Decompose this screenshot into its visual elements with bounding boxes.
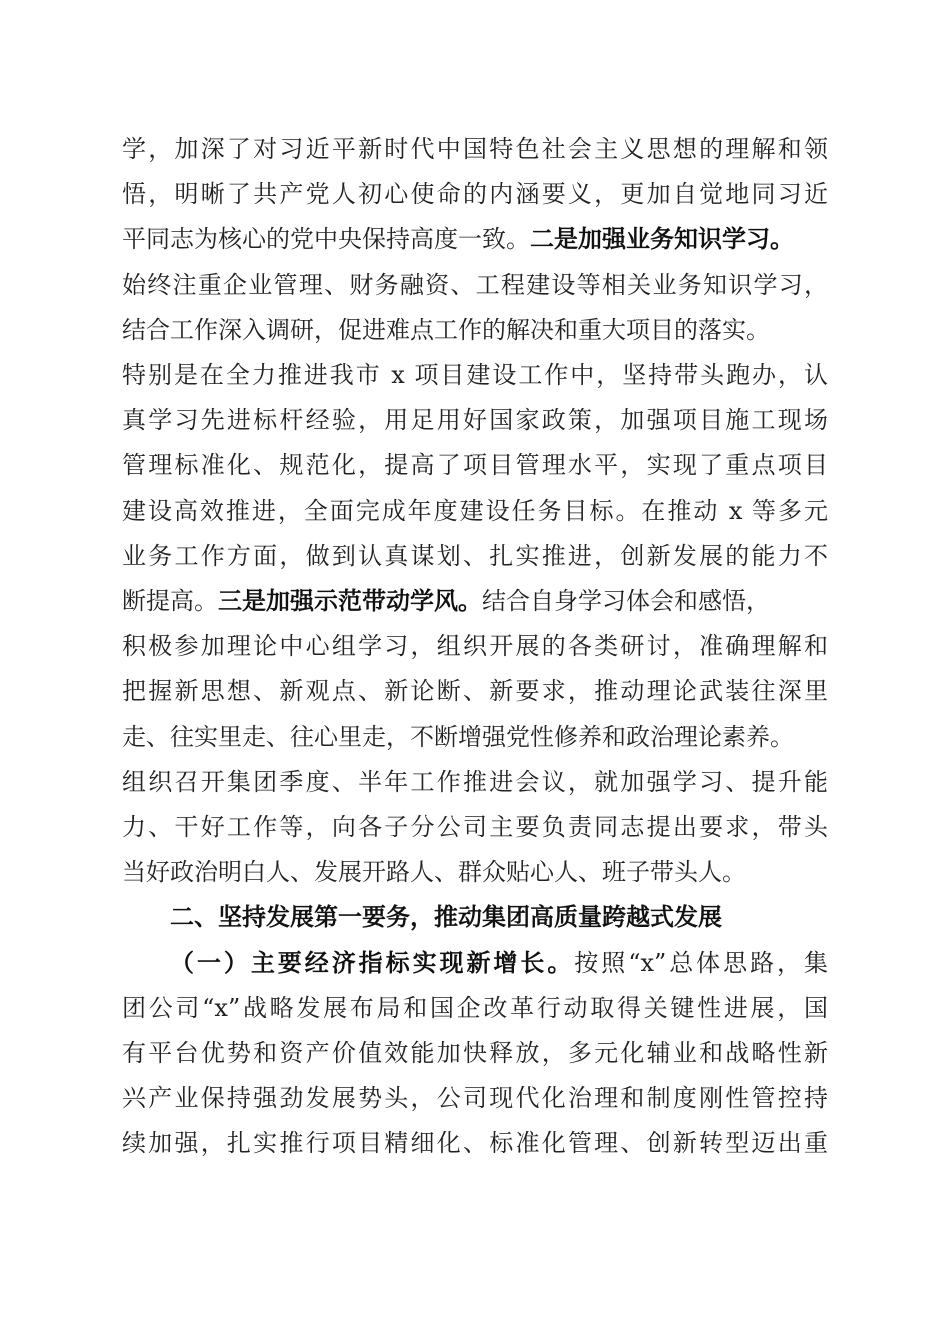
text-run: 当好政治明白人、发展开路人、群众贴心人、班子带头人。 [122, 858, 746, 886]
text-run: 积极参加理论中心组学习，组织开展的各类研讨，准确理解和 [122, 632, 828, 660]
bold-heading-run: 三是加强示范带动学风。 [218, 586, 482, 615]
text-run: 组织召开集团季度、半年工作推进会议，就加强学习、提升能 [122, 768, 828, 796]
text-run: 管理标准化、规范化，提高了项目管理水平，实现了重点项目 [122, 451, 828, 479]
text-run: 悟，明晰了共产党人初心使命的内涵要义，更加自觉地同习近 [122, 180, 828, 208]
text-run: 力、干好工作等，向各子分公司主要负责同志提出要求，带头 [122, 813, 828, 841]
text-run: 平同志为核心的党中央保持高度一致。 [122, 225, 530, 253]
text-line [122, 715, 828, 759]
text-line [122, 398, 828, 442]
text-run: 续加强，扎实推行项目精细化、标准化管理、创新转型迈出重 [122, 1129, 828, 1157]
text-run: 始终注重企业管理、财务融资、工程建设等相关业务知识学习， [122, 271, 828, 299]
text-line [122, 263, 828, 307]
text-line [122, 534, 828, 578]
text-run: 真学习先进标杆经验，用足用好国家政策，加强项目施工现场 [122, 406, 828, 434]
text-run: 学，加深了对习近平新时代中国特色社会主义思想的理解和领 [122, 135, 828, 163]
text-line [122, 850, 828, 894]
bold-heading-run: 二、坚持发展第一要务，推动集团高质量跨越式发展 [170, 902, 722, 931]
text-line [122, 172, 828, 216]
text-line [122, 353, 828, 397]
text-line [122, 1121, 828, 1165]
text-run: 团公司“x”战略发展布局和国企改革行动取得关键性进展，国 [122, 994, 828, 1022]
text-line [122, 217, 828, 261]
text-line [122, 669, 828, 713]
text-run: 把握新思想、新观点、新论断、新要求，推动理论武装往深里 [122, 677, 828, 705]
text-line [122, 1031, 828, 1075]
text-line [170, 941, 828, 985]
bold-heading-run: 二是加强业务知识学习。 [530, 224, 794, 253]
text-line [122, 760, 828, 804]
text-line [122, 1076, 828, 1120]
text-run: 结合自身学习体会和感悟， [482, 587, 770, 615]
text-line [122, 624, 828, 668]
text-run: 业务工作方面，做到认真谋划、扎实推进，创新发展的能力不 [122, 542, 828, 570]
text-run: 有平台优势和资产价值效能加快释放，多元化辅业和战略性新 [122, 1039, 828, 1067]
text-run: 按照“x”总体思路，集 [574, 949, 828, 977]
text-run: 走、往实里走、往心里走，不断增强党性修养和政治理论素养。 [122, 723, 794, 751]
text-line [122, 986, 828, 1030]
text-line [122, 579, 828, 623]
text-line [122, 443, 828, 487]
text-run: 建设高效推进，全面完成年度建设任务目标。在推动 x 等多元 [122, 497, 828, 525]
text-run: 结合工作深入调研，促进难点工作的解决和重大项目的落实。 [122, 316, 770, 344]
text-run: 兴产业保持强劲发展势头，公司现代化治理和制度刚性管控持 [122, 1084, 828, 1112]
text-line [122, 127, 828, 171]
text-run: 断提高。 [122, 587, 218, 615]
text-line [122, 308, 828, 352]
bold-heading-run: （一）主要经济指标实现新增长。 [170, 948, 575, 977]
text-line [122, 805, 828, 849]
text-run: 特别是在全力推进我市 x 项目建设工作中，坚持带头跑办，认 [122, 361, 828, 389]
text-line [170, 895, 828, 939]
text-line [122, 489, 828, 533]
